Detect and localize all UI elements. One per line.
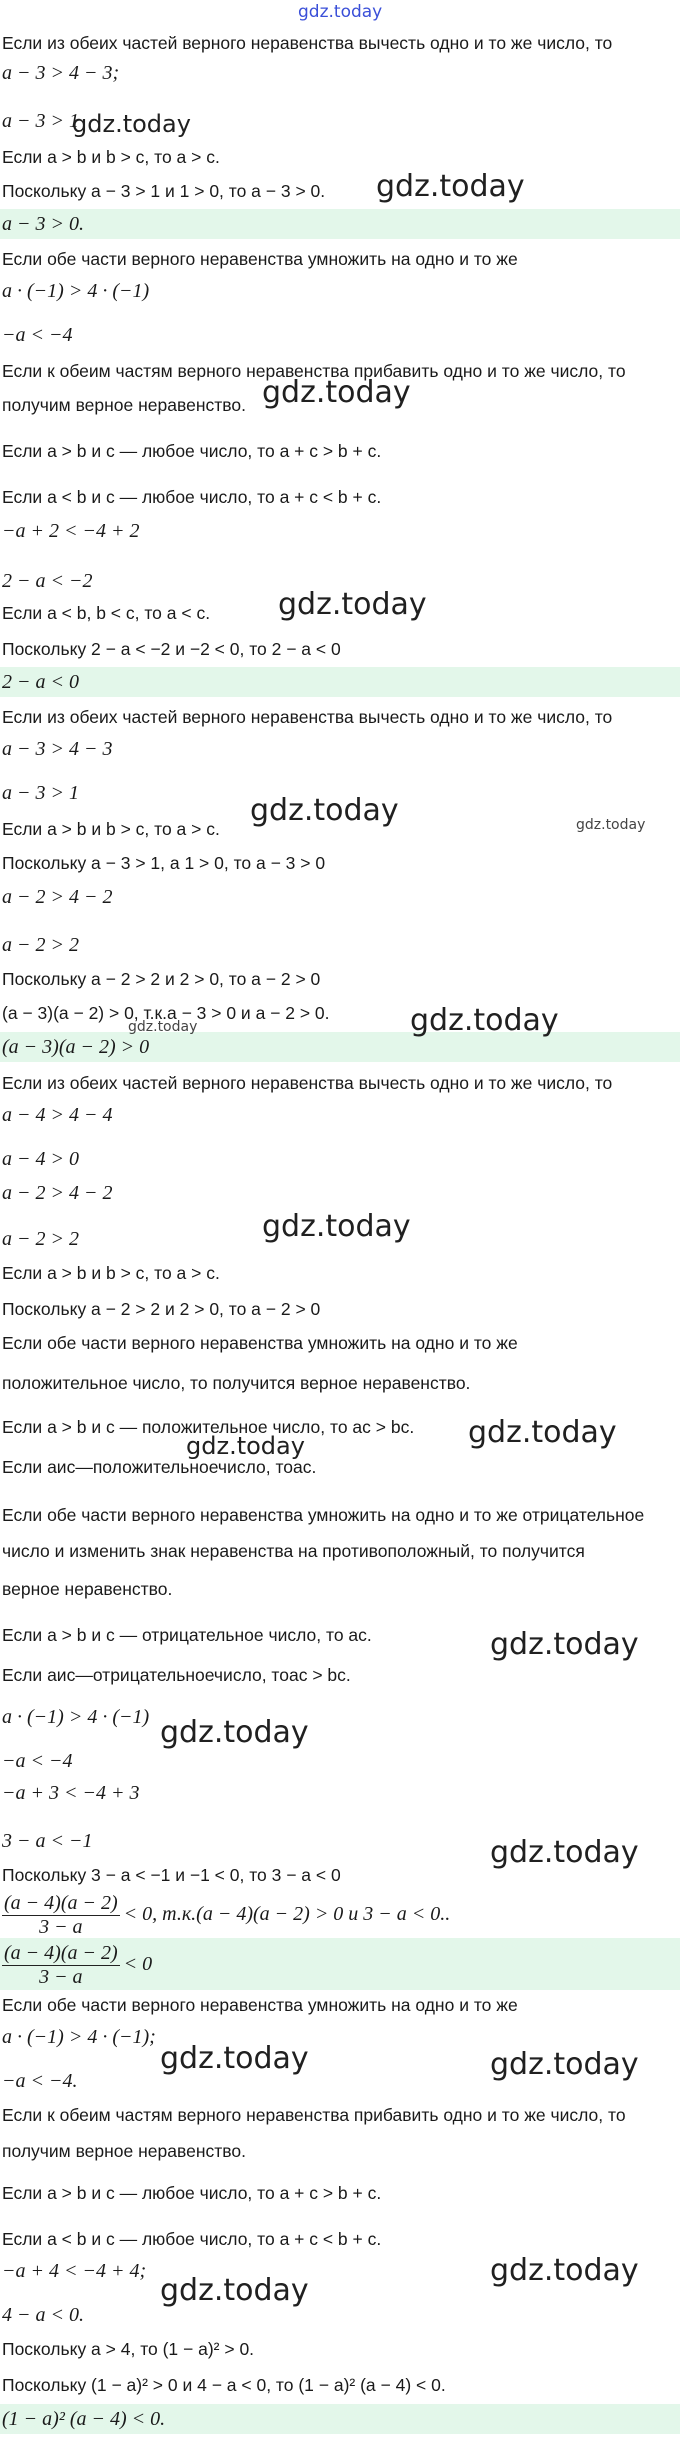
watermark: gdz.today (490, 1627, 639, 1662)
math-line (0, 320, 680, 350)
line-text: Если a > b и b > c, то a > c. (2, 147, 220, 167)
text-line (0, 1500, 680, 1530)
formula: a − 3 > 1 (2, 110, 79, 132)
formula: −a < −4 (2, 1750, 73, 1772)
fraction (2, 1891, 120, 1938)
formula: −a + 2 < −4 + 2 (2, 520, 140, 542)
formula: a − 4 > 0 (2, 1148, 79, 1170)
line-text: Поскольку a > 4, то (1 − a)² > 0. (2, 2339, 255, 2359)
math-line (0, 1702, 680, 1732)
text-line (0, 1990, 680, 2020)
formula: −a < −4. (2, 2070, 78, 2092)
text-line (0, 436, 680, 466)
formula: −a + 3 < −4 + 3 (2, 1782, 140, 1804)
fraction-line (0, 1890, 680, 1938)
line-text: Если aиc—отрицательноечисло, тоac > bc. (2, 1665, 351, 1685)
text-line (0, 1294, 680, 1324)
line-text: получим верное неравенство. (2, 2141, 246, 2161)
result-line (0, 667, 680, 697)
math-line (0, 1746, 680, 1776)
line-text: Если a < b и c — любое число, то a + c < b + c. (2, 487, 382, 507)
line-text: Если к обеим частям верного неравенства прибавить одно и то же число, то (2, 2105, 626, 2125)
line-text: Если a > b и c — любое число, то a + c > b + c. (2, 2183, 382, 2203)
line-text: положительное число, то получится верное неравенство. (2, 1373, 471, 1393)
watermark: gdz.today (160, 2041, 309, 2076)
fraction-denominator: 3 − a (39, 1915, 83, 1938)
formula: 4 − a < 0. (2, 2304, 84, 2326)
math-line (0, 58, 680, 88)
formula: a − 3 > 0. (2, 213, 84, 235)
formula: a · (−1) > 4 · (−1); (2, 2026, 156, 2048)
line-text: Если a > b и c — положительное число, то ac > bc. (2, 1417, 415, 1437)
text-line (0, 1328, 680, 1358)
text-line (0, 142, 680, 172)
text-line (0, 2178, 680, 2208)
text-line (0, 176, 680, 206)
math-line (0, 882, 680, 912)
line-text: Поскольку a − 3 > 1 и 1 > 0, то a − 3 > 0. (2, 181, 326, 201)
text-line (0, 1258, 680, 1288)
text-line (0, 1660, 680, 1690)
math-line (0, 1178, 680, 1208)
formula: a − 3 > 4 − 3; (2, 62, 120, 84)
text-line (0, 2334, 680, 2364)
text-line (0, 482, 680, 512)
formula: a − 2 > 2 (2, 934, 79, 956)
fraction (2, 1941, 120, 1988)
formula: 2 − a < −2 (2, 570, 93, 592)
fraction-rest: < 0 (123, 1952, 153, 1975)
text-line (0, 848, 680, 878)
line-text: Поскольку (1 − a)² > 0 и 4 − a < 0, то (1 − a)² (a − 4) < 0. (2, 2375, 446, 2395)
line-text: Если aиc—положительноечисло, тоac. (2, 1457, 317, 1477)
line-text: Если обе части верного неравенства умножить на одно и то же отрицательное (2, 1505, 645, 1525)
watermark: gdz.today (410, 1003, 559, 1038)
line-text: Если a > b и b > c, то a > c. (2, 1263, 220, 1283)
text-line (0, 2224, 680, 2254)
formula: 3 − a < −1 (2, 1830, 93, 1852)
watermark: gdz.today (468, 1415, 617, 1450)
line-text: Если из обеих частей верного неравенства вычесть одно и то же число, то (2, 1073, 613, 1093)
line-text: Поскольку 3 − a < −1 и −1 < 0, то 3 − a < 0 (2, 1865, 341, 1885)
formula: −a + 4 < −4 + 4; (2, 2260, 147, 2282)
fraction-numerator: (a − 4)(a − 2) (4, 1941, 118, 1964)
text-line (0, 964, 680, 994)
watermark: gdz.today (490, 1835, 639, 1870)
formula: a · (−1) > 4 · (−1) (2, 280, 150, 302)
line-text: Если a < b и c — любое число, то a + c < b + c. (2, 2229, 382, 2249)
fraction-denominator: 3 − a (39, 1965, 83, 1988)
math-line (0, 930, 680, 960)
line-text: Если к обеим частям верного неравенства прибавить одно и то же число, то (2, 361, 626, 381)
fraction-rest: < 0, т.к.(a − 4)(a − 2) > 0 и 3 − a < 0.. (123, 1902, 451, 1925)
line-text: верное неравенство. (2, 1579, 173, 1599)
formula: (a − 3)(a − 2) > 0 (2, 1036, 150, 1058)
formula: a · (−1) > 4 · (−1) (2, 1706, 150, 1728)
line-text: Поскольку a − 3 > 1, а 1 > 0, то a − 3 > 0 (2, 853, 326, 873)
text-line (0, 2136, 680, 2166)
formula: 2 − a < 0 (2, 671, 79, 693)
formula: (1 − a)² (a − 4) < 0. (2, 2408, 166, 2430)
result-line (0, 1032, 680, 1062)
text-line (0, 1536, 680, 1566)
watermark: gdz.today (128, 1019, 198, 1035)
watermark: gdz.today (298, 2, 383, 22)
formula: −a < −4 (2, 324, 73, 346)
watermark: gdz.today (490, 2253, 639, 2288)
line-text: Если a > b и c — отрицательное число, то ac. (2, 1625, 372, 1645)
result-line (0, 2404, 680, 2434)
text-line (0, 2100, 680, 2130)
text-line (0, 998, 680, 1028)
fraction-numerator: (a − 4)(a − 2) (4, 1891, 118, 1914)
text-line (0, 1452, 680, 1482)
watermark: gdz.today (278, 587, 427, 622)
math-line (0, 1144, 680, 1174)
text-line (0, 634, 680, 664)
watermark: gdz.today (490, 2047, 639, 2082)
line-text: Если обе части верного неравенства умножить на одно и то же (2, 1995, 518, 2015)
line-text: получим верное неравенство. (2, 395, 246, 415)
line-text: (a − 3)(a − 2) > 0, т.к.a − 3 > 0 и a − 2 > 0. (2, 1003, 330, 1023)
formula: a − 3 > 4 − 3 (2, 738, 113, 760)
watermark: gdz.today (160, 1715, 309, 1750)
text-line (0, 244, 680, 274)
watermark: gdz.today (262, 375, 411, 410)
watermark: gdz.today (262, 1209, 411, 1244)
line-text: Поскольку a − 2 > 2 и 2 > 0, то a − 2 > 0 (2, 969, 321, 989)
line-text: Если из обеих частей верного неравенства вычесть одно и то же число, то (2, 33, 613, 53)
text-line (0, 1368, 680, 1398)
watermark: gdz.today (72, 110, 191, 138)
math-line (0, 734, 680, 764)
formula: a − 2 > 4 − 2 (2, 886, 113, 908)
formula: a − 2 > 2 (2, 1228, 79, 1250)
watermark: gdz.today (576, 817, 646, 833)
line-text: Если обе части верного неравенства умножить на одно и то же (2, 1333, 518, 1353)
line-text: Поскольку 2 − a < −2 и −2 < 0, то 2 − a < 0 (2, 639, 341, 659)
text-line (0, 1574, 680, 1604)
line-text: Если a < b, b < c, то a < c. (2, 603, 211, 623)
text-line (0, 1068, 680, 1098)
watermark: gdz.today (186, 1432, 305, 1460)
math-line (0, 2300, 680, 2330)
line-text: Поскольку a − 2 > 2 и 2 > 0, то a − 2 > 0 (2, 1299, 321, 1319)
formula: a − 2 > 4 − 2 (2, 1182, 113, 1204)
formula: a − 4 > 4 − 4 (2, 1104, 113, 1126)
math-line (0, 516, 680, 546)
line-text: Если из обеих частей верного неравенства вычесть одно и то же число, то (2, 707, 613, 727)
math-line (0, 276, 680, 306)
text-line (0, 28, 680, 58)
text-line (0, 2370, 680, 2400)
watermark: gdz.today (160, 2273, 309, 2308)
watermark: gdz.today (250, 793, 399, 828)
line-text: число и изменить знак неравенства на противоположный, то получится (2, 1541, 585, 1561)
watermark: gdz.today (376, 169, 525, 204)
line-text: Если обе части верного неравенства умножить на одно и то же (2, 249, 518, 269)
text-line (0, 702, 680, 732)
math-line (0, 1778, 680, 1808)
formula: a − 3 > 1 (2, 782, 79, 804)
result-line (0, 209, 680, 239)
line-text: Если a > b и b > c, то a > c. (2, 819, 220, 839)
math-line (0, 1100, 680, 1130)
result-fraction-line (0, 1938, 680, 1990)
line-text: Если a > b и c — любое число, то a + c > b + c. (2, 441, 382, 461)
